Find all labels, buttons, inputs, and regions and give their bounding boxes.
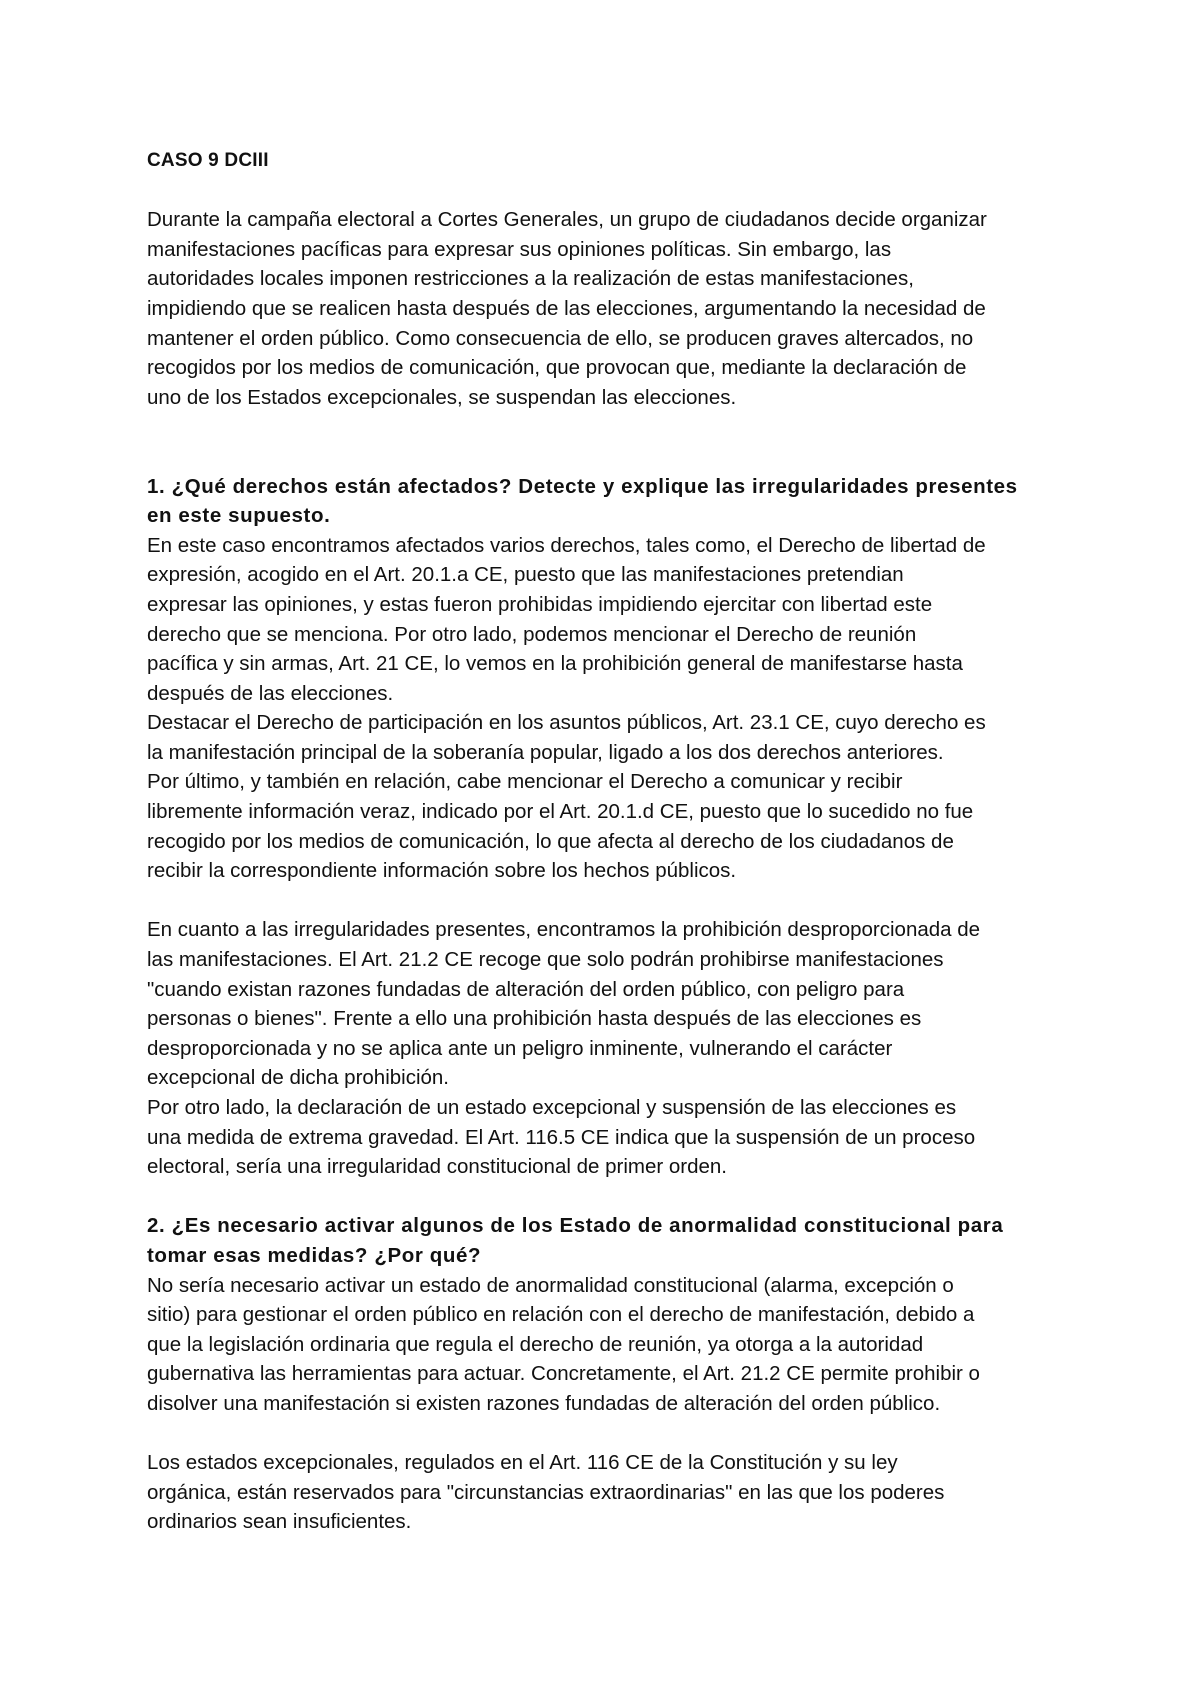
answer-1-paragraph-5: Por otro lado, la declaración de un estado excepcional y suspensión de las elecciones es una medida de extrema gravedad. El Art. 116.5 CE indica que la suspensión de un proceso electoral, sería una irregularidad constitucional de primer orden.	[147, 1096, 976, 1179]
answer-2-paragraph-2: Los estados excepcionales, regulados en el Art. 116 CE de la Constitución y su ley orgánica, están reservados para "circunstancias extraordinarias" en las que los poderes ordinarios sean insuficientes.	[147, 1451, 945, 1534]
answer-1-paragraph-3: Por último, y también en relación, cabe mencionar el Derecho a comunicar y recibir libremente información veraz, indicado por el Art. 20.1.d CE, puesto que lo sucedido no fue recogido por los medios de comunicación, lo que afecta al derecho de los ciudadanos de recibir la correspondiente información sobre los hechos públicos.	[147, 770, 974, 883]
answer-1-paragraph-1: En este caso encontramos afectados varios derechos, tales como, el Derecho de libertad de expresión, acogido en el Art. 20.1.a CE, puesto que las manifestaciones pretendian expresar las opiniones, y estas fueron prohibidas impidiendo ejercitar con libertad este derecho que se menciona. Por otro lado, podemos mencionar el Derecho de reunión pacífica y sin armas, Art. 21 CE, lo vemos en la prohibición general de manifestarse hasta después de las elecciones.	[147, 533, 986, 705]
spacer	[147, 176, 1077, 206]
spacer	[147, 886, 1077, 916]
answer-1-paragraph-2: Destacar el Derecho de participación en los asuntos públicos, Art. 23.1 CE, cuyo derecho es la manifestación principal de la soberanía popular, ligado a los dos derechos anteriores.	[147, 711, 986, 764]
document-page	[147, 146, 1077, 1537]
spacer	[147, 1419, 1077, 1449]
spacer	[147, 412, 1077, 471]
spacer	[147, 1182, 1077, 1212]
case-description: Durante la campaña electoral a Cortes Generales, un grupo de ciudadanos decide organizar manifestaciones pacíficas para expresar sus opiniones políticas. Sin embargo, las autoridades locales imponen restricciones a la realización de estas manifestaciones, impidiendo que se realicen hasta después de las elecciones, argumentando la necesidad de mantener el orden público. Como consecuencia de ello, se producen graves altercados, no recogidos por los medios de comunicación, que provocan que, mediante la declaración de uno de los Estados excepcionales, se suspendan las elecciones.	[147, 208, 987, 409]
answer-2-paragraph-1: No sería necesario activar un estado de anormalidad constitucional (alarma, excepción o sitio) para gestionar el orden público en relación con el derecho de manifestación, debido a que la legislación ordinaria que regula el derecho de reunión, ya otorga a la autoridad gubernativa las herramientas para actuar. Concretamente, el Art. 21.2 CE permite prohibir o disolver una manifestación si existen razones fundadas de alteración del orden público.	[147, 1273, 980, 1415]
question-2-heading: 2. ¿Es necesario activar algunos de los Estado de anormalidad constitucional para tomar esas medidas? ¿Por qué?	[147, 1214, 1004, 1267]
answer-1-paragraph-4: En cuanto a las irregularidades presentes, encontramos la prohibición desproporcionada de las manifestaciones. El Art. 21.2 CE recoge que solo podrán prohibirse manifestaciones "cuando existan razones fundadas de alteración del orden público, con peligro para personas o bienes". Frente a ello una prohibición hasta después de las elecciones es desproporcionada y no se aplica ante un peligro inminente, vulnerando el carácter excepcional de dicha prohibición.	[147, 918, 981, 1090]
question-1-heading: 1. ¿Qué derechos están afectados? Detecte y explique las irregularidades presentes en este supuesto.	[147, 474, 1018, 528]
document-title: CASO 9 DCIII	[147, 150, 269, 171]
